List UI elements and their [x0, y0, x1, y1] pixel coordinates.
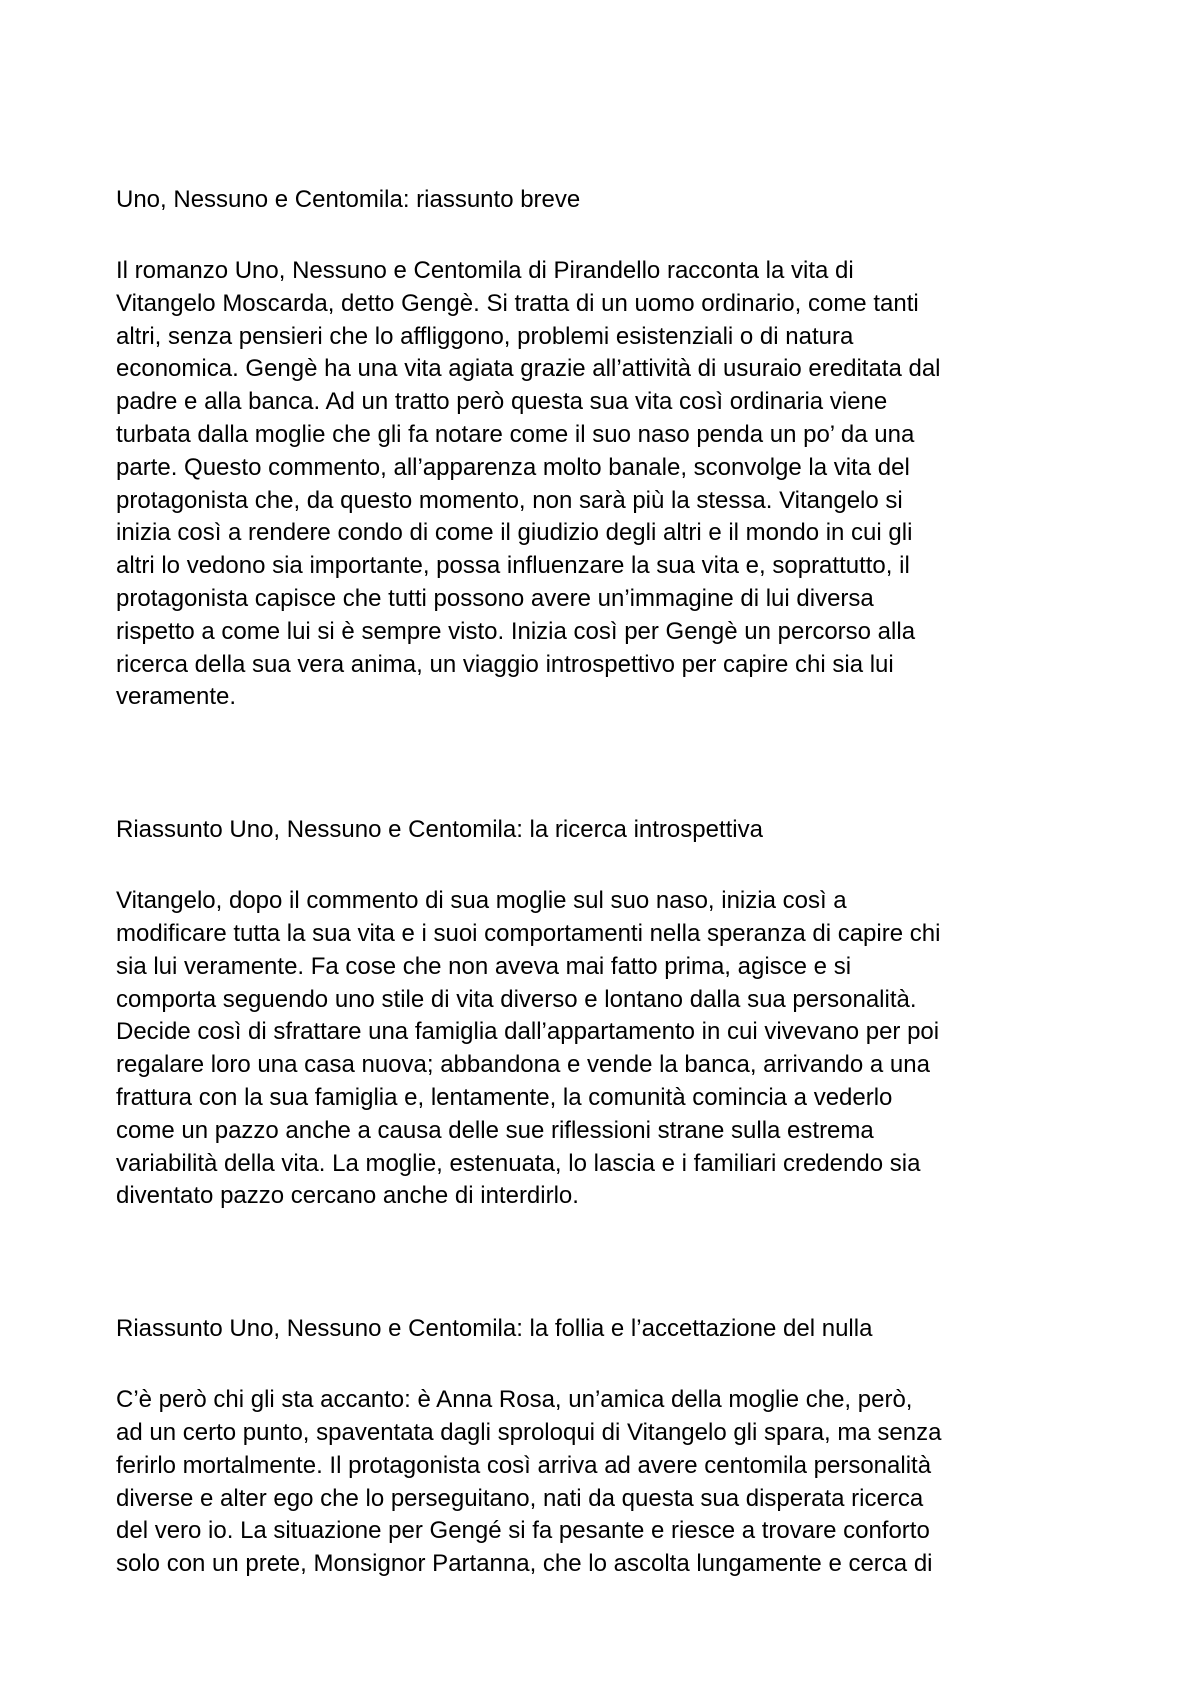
paragraph-line: ad un certo punto, spaventata dagli sproloqui di Vitangelo gli spara, ma senza: [116, 1418, 942, 1446]
section-ricerca-introspettiva: [116, 813, 1096, 1213]
section-paragraph: [116, 1384, 1096, 1581]
paragraph-line: ferirlo mortalmente. Il protagonista così arriva ad avere centomila personalità: [116, 1451, 932, 1479]
paragraph-line: frattura con la sua famiglia e, lentamente, la comunità comincia a vederlo: [116, 1083, 893, 1111]
paragraph-line: diverse e alter ego che lo perseguitano, nati da questa sua disperata ricerca: [116, 1484, 924, 1512]
paragraph-line: Il romanzo Uno, Nessuno e Centomila di Pirandello racconta la vita di: [116, 257, 854, 284]
paragraph-line: del vero io. La situazione per Gengé si fa pesante e riesce a trovare conforto: [116, 1517, 930, 1545]
paragraph-line: ricerca della sua vera anima, un viaggio introspettivo per capire chi sia lui: [116, 650, 894, 678]
paragraph-line: protagonista che, da questo momento, non sarà più la stessa. Vitangelo si: [116, 486, 903, 514]
paragraph-line: inizia così a rendere condo di come il giudizio degli altri e il mondo in cui gli: [116, 519, 913, 547]
paragraph-line: altri lo vedono sia importante, possa influenzare la sua vita e, soprattutto, il: [116, 552, 910, 580]
paragraph-line: padre e alla banca. Ad un tratto però questa sua vita così ordinaria viene: [116, 388, 888, 416]
paragraph-line: altri, senza pensieri che lo affliggono, problemi esistenziali o di natura: [116, 322, 854, 350]
paragraph-line: regalare loro una casa nuova; abbandona e vende la banca, arrivando a una: [116, 1051, 930, 1079]
paragraph-line: solo con un prete, Monsignor Partanna, che lo ascolta lungamente e cerca di: [116, 1550, 933, 1578]
section-heading: Riassunto Uno, Nessuno e Centomila: la ricerca introspettiva: [116, 816, 763, 844]
section-paragraph: [116, 255, 1096, 714]
paragraph-line: economica. Gengè ha una vita agiata grazie all’attività di usuraio ereditata dal: [116, 355, 941, 383]
paragraph-line: Decide così di sfrattare una famiglia dall’appartamento in cui vivevano per poi: [116, 1018, 940, 1046]
paragraph-line: come un pazzo anche a causa delle sue riflessioni strane sulla estrema: [116, 1116, 874, 1144]
paragraph-line: veramente.: [116, 683, 237, 711]
paragraph-line: Vitangelo, dopo il commento di sua moglie sul suo naso, inizia così a: [116, 887, 847, 915]
paragraph-line: Vitangelo Moscarda, detto Gengè. Si tratta di un uomo ordinario, come tanti: [116, 289, 919, 317]
paragraph-line: diventato pazzo cercano anche di interdirlo.: [116, 1182, 579, 1210]
paragraph-line: parte. Questo commento, all’apparenza molto banale, sconvolge la vita del: [116, 453, 910, 481]
document-page: [116, 183, 1096, 1581]
paragraph-line: modificare tutta la sua vita e i suoi comportamenti nella speranza di capire chi: [116, 919, 941, 947]
section-heading: Riassunto Uno, Nessuno e Centomila: la follia e l’accettazione del nulla: [116, 1315, 873, 1343]
section-paragraph: [116, 885, 1096, 1213]
paragraph-line: protagonista capisce che tutti possono avere un’immagine di lui diversa: [116, 584, 874, 612]
section-heading: Uno, Nessuno e Centomila: riassunto breve: [116, 186, 581, 213]
paragraph-line: sia lui veramente. Fa cose che non aveva mai fatto prima, agisce e si: [116, 952, 852, 980]
section-riassunto-breve: [116, 183, 1096, 714]
section-follia-accettazione: [116, 1312, 1096, 1581]
paragraph-line: comporta seguendo uno stile di vita diverso e lontano dalla sua personalità.: [116, 985, 917, 1013]
paragraph-line: turbata dalla moglie che gli fa notare come il suo naso penda un po’ da una: [116, 420, 915, 448]
paragraph-line: C’è però chi gli sta accanto: è Anna Rosa, un’amica della moglie che, però,: [116, 1386, 913, 1414]
paragraph-line: variabilità della vita. La moglie, estenuata, lo lascia e i familiari credendo sia: [116, 1149, 921, 1177]
paragraph-line: rispetto a come lui si è sempre visto. Inizia così per Gengè un percorso alla: [116, 617, 916, 645]
